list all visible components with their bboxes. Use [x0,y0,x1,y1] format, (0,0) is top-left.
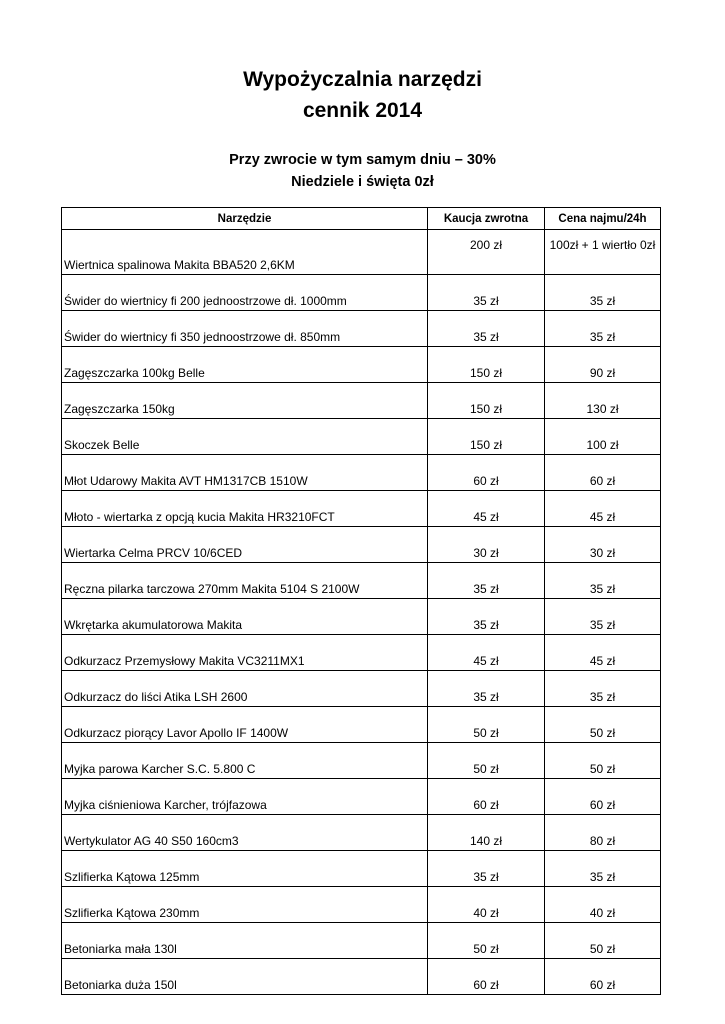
tool-name-cell: Zagęszczarka 150kg [62,383,428,419]
deposit-cell: 35 zł [428,275,545,311]
tool-name-cell: Skoczek Belle [62,419,428,455]
column-header-price: Cena najmu/24h [545,208,661,230]
rental-price-cell: 80 zł [545,815,661,851]
column-header-deposit: Kaucja zwrotna [428,208,545,230]
rental-price-cell: 50 zł [545,743,661,779]
deposit-cell: 60 zł [428,455,545,491]
tool-name-cell: Świder do wiertnicy fi 350 jednoostrzowe dł. 850mm [62,311,428,347]
table-row [62,851,661,887]
deposit-cell: 30 zł [428,527,545,563]
rental-price-cell: 40 zł [545,887,661,923]
deposit-cell: 35 zł [428,311,545,347]
rental-price-cell: 60 zł [545,779,661,815]
tool-name-cell: Szlifierka Kątowa 230mm [62,887,428,923]
tool-name-cell: Zagęszczarka 100kg Belle [62,347,428,383]
table-row [62,527,661,563]
table-row [62,959,661,995]
deposit-cell: 150 zł [428,347,545,383]
table-row [62,383,661,419]
table-row [62,230,661,275]
column-header-tool: Narzędzie [62,208,428,230]
tool-name-cell: Ręczna pilarka tarczowa 270mm Makita 5104 S 2100W [62,563,428,599]
tool-name-cell: Świder do wiertnicy fi 200 jednoostrzowe dł. 1000mm [62,275,428,311]
deposit-cell: 200 zł [428,230,545,275]
tool-name-cell: Betoniarka duża 150l [62,959,428,995]
rental-price-cell: 60 zł [545,455,661,491]
tool-name-cell: Odkurzacz piorący Lavor Apollo IF 1400W [62,707,428,743]
deposit-cell: 150 zł [428,419,545,455]
table-header-row [62,208,661,230]
rental-price-cell: 100zł + 1 wiertło 0zł [545,230,661,275]
holiday-note: Niedziele i święta 0zł [291,174,434,190]
tool-name-cell: Myjka parowa Karcher S.C. 5.800 C [62,743,428,779]
table-row [62,707,661,743]
rental-price-cell: 45 zł [545,635,661,671]
table-row [62,419,661,455]
rental-price-cell: 35 zł [545,563,661,599]
page-subtitle-year: cennik 2014 [302,99,423,122]
discount-note: Przy zwrocie w tym samym dniu – 30% [229,152,496,168]
deposit-cell: 35 zł [428,563,545,599]
table-row [62,779,661,815]
rental-price-cell: 35 zł [545,851,661,887]
rental-price-cell: 35 zł [545,599,661,635]
deposit-cell: 35 zł [428,851,545,887]
deposit-cell: 60 zł [428,779,545,815]
table-row [62,815,661,851]
table-row [62,491,661,527]
deposit-cell: 140 zł [428,815,545,851]
rental-price-cell: 90 zł [545,347,661,383]
rental-price-cell: 35 zł [545,275,661,311]
deposit-cell: 50 zł [428,923,545,959]
tool-name-cell: Wkrętarka akumulatorowa Makita [62,599,428,635]
rental-price-cell: 50 zł [545,923,661,959]
rental-price-cell: 130 zł [545,383,661,419]
rental-price-cell: 50 zł [545,707,661,743]
table-row [62,635,661,671]
deposit-cell: 35 zł [428,599,545,635]
deposit-cell: 50 zł [428,743,545,779]
table-body [62,230,661,995]
table-row [62,563,661,599]
tool-name-cell: Szlifierka Kątowa 125mm [62,851,428,887]
table-row [62,347,661,383]
table-row [62,599,661,635]
table-row [62,743,661,779]
rental-price-cell: 35 zł [545,671,661,707]
rental-price-cell: 60 zł [545,959,661,995]
table-row [62,887,661,923]
deposit-cell: 60 zł [428,959,545,995]
tool-name-cell: Odkurzacz Przemysłowy Makita VC3211MX1 [62,635,428,671]
rental-price-cell: 30 zł [545,527,661,563]
tool-name-cell: Młoto - wiertarka z opcją kucia Makita HR3210FCT [62,491,428,527]
tool-name-cell: Betoniarka mała 130l [62,923,428,959]
rental-price-cell: 45 zł [545,491,661,527]
table-row [62,671,661,707]
tool-name-cell: Młot Udarowy Makita AVT HM1317CB 1510W [62,455,428,491]
price-table [61,207,661,995]
deposit-cell: 35 zł [428,671,545,707]
tool-name-cell: Wertykulator AG 40 S50 160cm3 [62,815,428,851]
table-row [62,923,661,959]
deposit-cell: 50 zł [428,707,545,743]
tool-name-cell: Wiertarka Celma PRCV 10/6CED [62,527,428,563]
deposit-cell: 150 zł [428,383,545,419]
tool-name-cell: Wiertnica spalinowa Makita BBA520 2,6KM [62,230,428,275]
deposit-cell: 40 zł [428,887,545,923]
page-title: Wypożyczalnia narzędzi [243,68,482,91]
rental-price-cell: 100 zł [545,419,661,455]
table-row [62,311,661,347]
deposit-cell: 45 zł [428,491,545,527]
table-row [62,455,661,491]
deposit-cell: 45 zł [428,635,545,671]
tool-name-cell: Odkurzacz do liści Atika LSH 2600 [62,671,428,707]
table-row [62,275,661,311]
tool-name-cell: Myjka ciśnieniowa Karcher, trójfazowa [62,779,428,815]
rental-price-cell: 35 zł [545,311,661,347]
